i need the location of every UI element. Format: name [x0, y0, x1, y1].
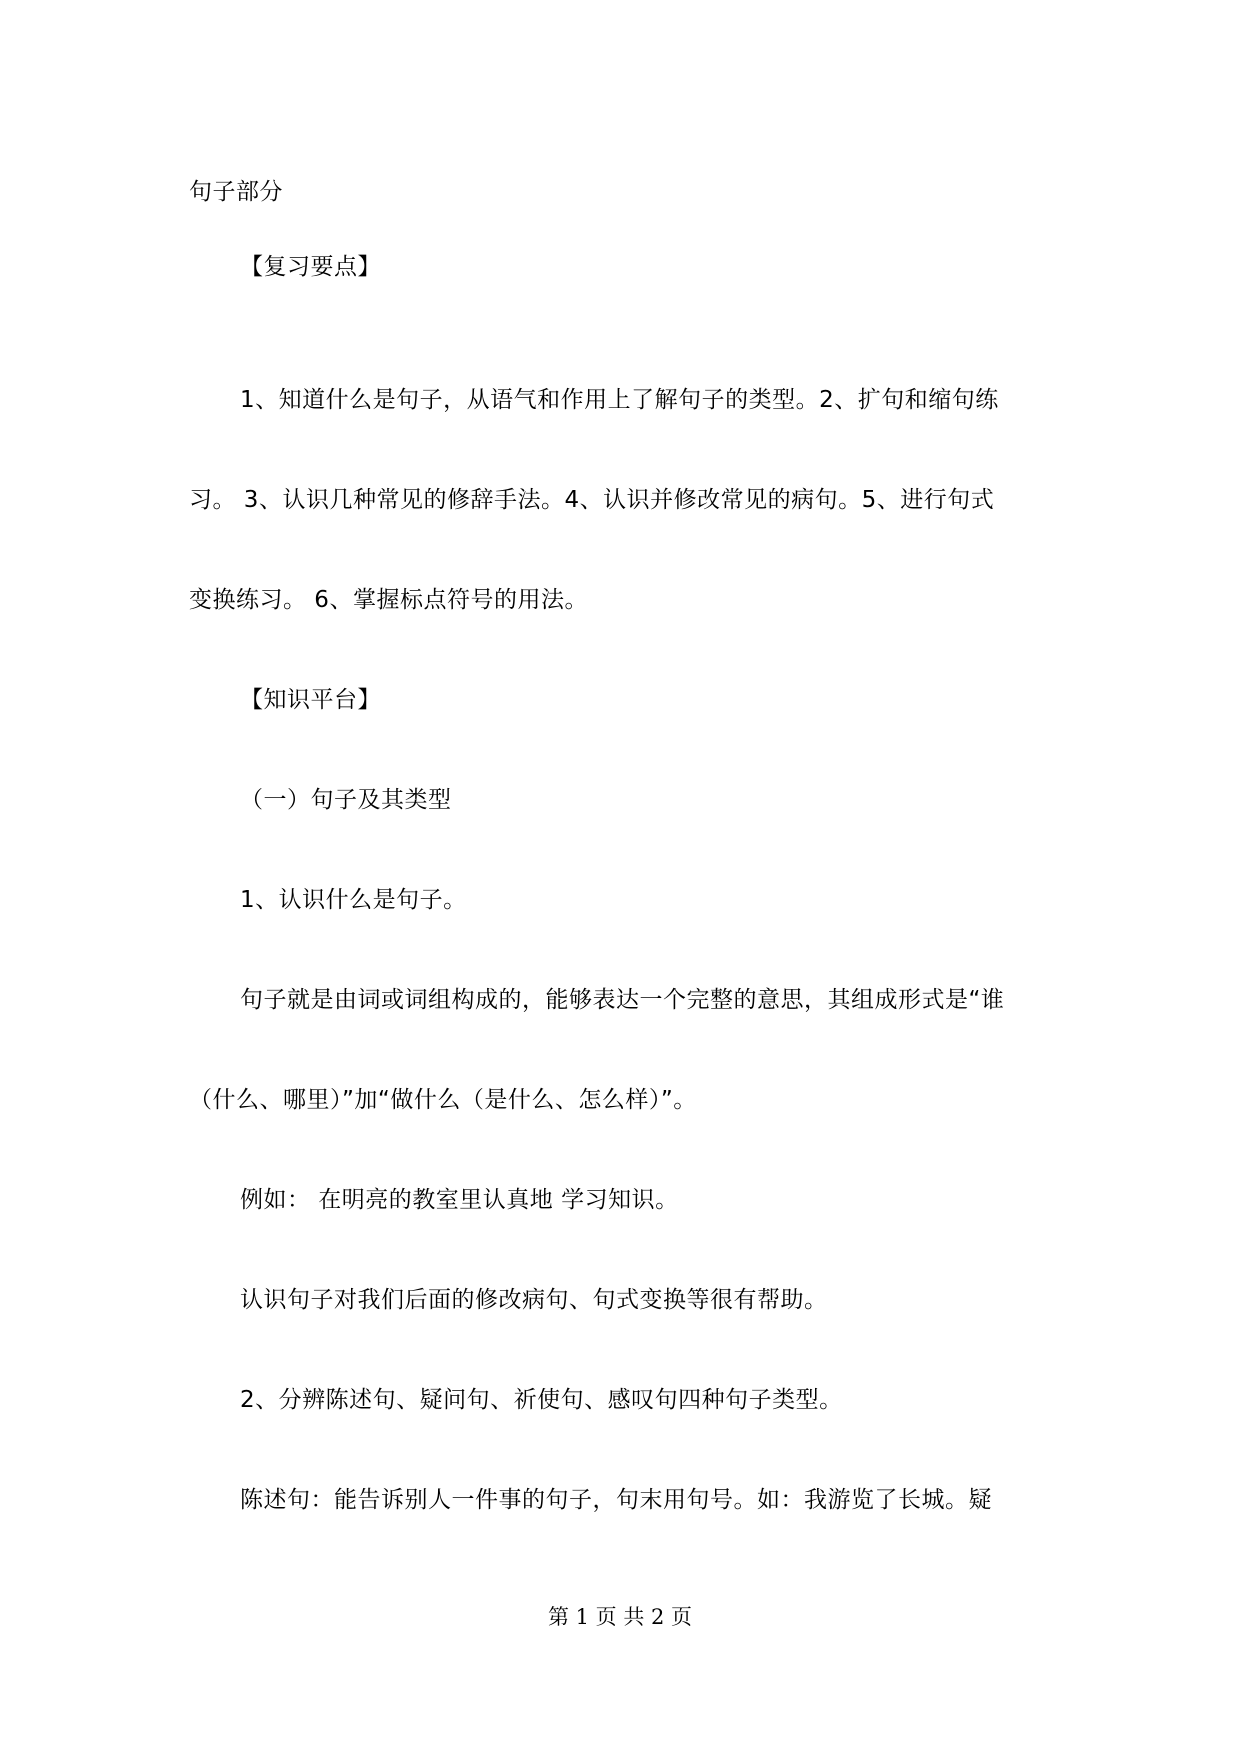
document-title: 句子部分 [189, 179, 283, 205]
definition-line-2: （什么、哪里）”加“做什么（是什么、怎么样）”。 [189, 1087, 697, 1113]
review-points-line-3 [189, 585, 1059, 615]
declarative-line: 陈述句：能告诉别人一件事的句子，句末用句号。如：我游览了长城。疑 [240, 1487, 992, 1513]
section-subheading: （一）句子及其类型 [240, 787, 452, 813]
example-sentence: 例如： 在明亮的教室里认真地 学习知识。 [240, 1187, 679, 1213]
item-1-title: 1、认识什么是句子。 [240, 887, 467, 913]
review-points-line-1 [240, 385, 1059, 415]
review-points-text: 习。 3、认识几种常见的修辞手法。4、认识并修改常见的病句。5、进行句式 [189, 487, 995, 513]
review-points-line-2 [189, 485, 1059, 515]
item-2-title: 2、分辨陈述句、疑问句、祈使句、感叹句四种句子类型。 [240, 1387, 843, 1413]
review-points-text: 变换练习。 6、掌握标点符号的用法。 [189, 587, 588, 613]
page-footer [0, 1603, 1240, 1631]
page-indicator: 第 1 页 共 2 页 [547, 1605, 693, 1629]
note-sentence: 认识句子对我们后面的修改病句、句式变换等很有帮助。 [240, 1287, 828, 1313]
review-points-text: 1、知道什么是句子，从语气和作用上了解句子的类型。2、扩句和缩句练 [240, 387, 999, 413]
definition-line-1: 句子就是由词或词组构成的，能够表达一个完整的意思，其组成形式是“谁 [240, 987, 1005, 1013]
knowledge-platform-heading: 【知识平台】 [240, 687, 381, 713]
review-points-heading: 【复习要点】 [240, 254, 381, 280]
